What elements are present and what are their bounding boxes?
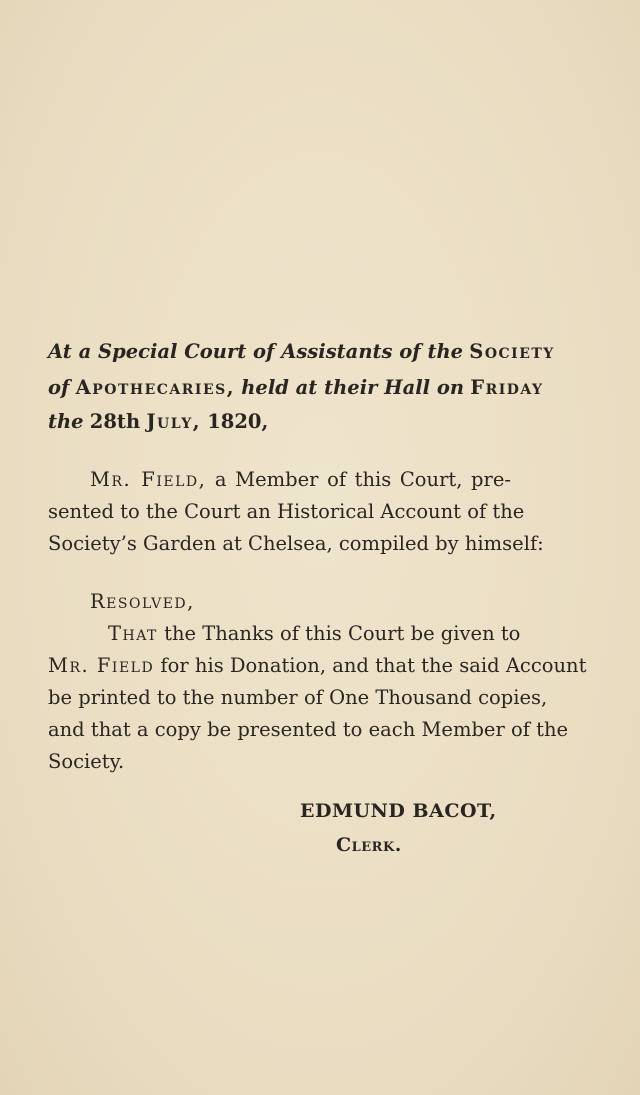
heading-text: At a Special Court of Assistants of the [48, 340, 464, 363]
field-name: Mr. Field [48, 654, 155, 677]
date-day: 28th [89, 410, 141, 433]
body-text: sented to the Court an Historical Account of the [48, 500, 525, 523]
presented-line-1 [90, 468, 511, 492]
presented-line-2 [48, 500, 525, 524]
date-year: 1820, [207, 410, 269, 433]
heading-text: held at their Hall on [241, 376, 465, 399]
heading-line-3 [48, 410, 511, 434]
that-label: That [108, 622, 158, 645]
heading-line-2 [48, 376, 544, 400]
resolved-heading [90, 590, 511, 614]
heading-line-1 [48, 340, 555, 364]
signature-name: EDMUND BACOT, [300, 800, 497, 822]
body-text: for his Donation, and that the said Account [160, 654, 587, 677]
apothecaries-name: Apothecaries, [75, 376, 236, 399]
resolution-line-4 [48, 718, 569, 742]
heading-text: the [48, 410, 84, 433]
body-text: Society’s Garden at Chelsea, compiled by himself: [48, 532, 544, 555]
resolution-line-3 [48, 686, 548, 710]
resolution-line-5 [48, 750, 511, 774]
resolved-label: Resolved, [90, 590, 195, 613]
weekday: Friday [470, 376, 544, 399]
body-text: Society. [48, 750, 125, 773]
body-text: the Thanks of this Court be given to [164, 622, 521, 645]
resolution-line-1 [108, 622, 521, 646]
body-text: be printed to the number of One Thousand copies, [48, 686, 548, 709]
presented-line-3 [48, 532, 544, 556]
signature-title: Clerk. [336, 834, 402, 856]
heading-text: of [48, 376, 70, 399]
body-text: a Member of this Court, pre- [214, 468, 511, 491]
date-month: July, [146, 410, 201, 433]
body-text: and that a copy be presented to each Member of the [48, 718, 569, 741]
resolution-line-2 [48, 654, 587, 678]
society-name: Society [469, 340, 555, 363]
field-name: Mr. Field, [90, 468, 207, 491]
